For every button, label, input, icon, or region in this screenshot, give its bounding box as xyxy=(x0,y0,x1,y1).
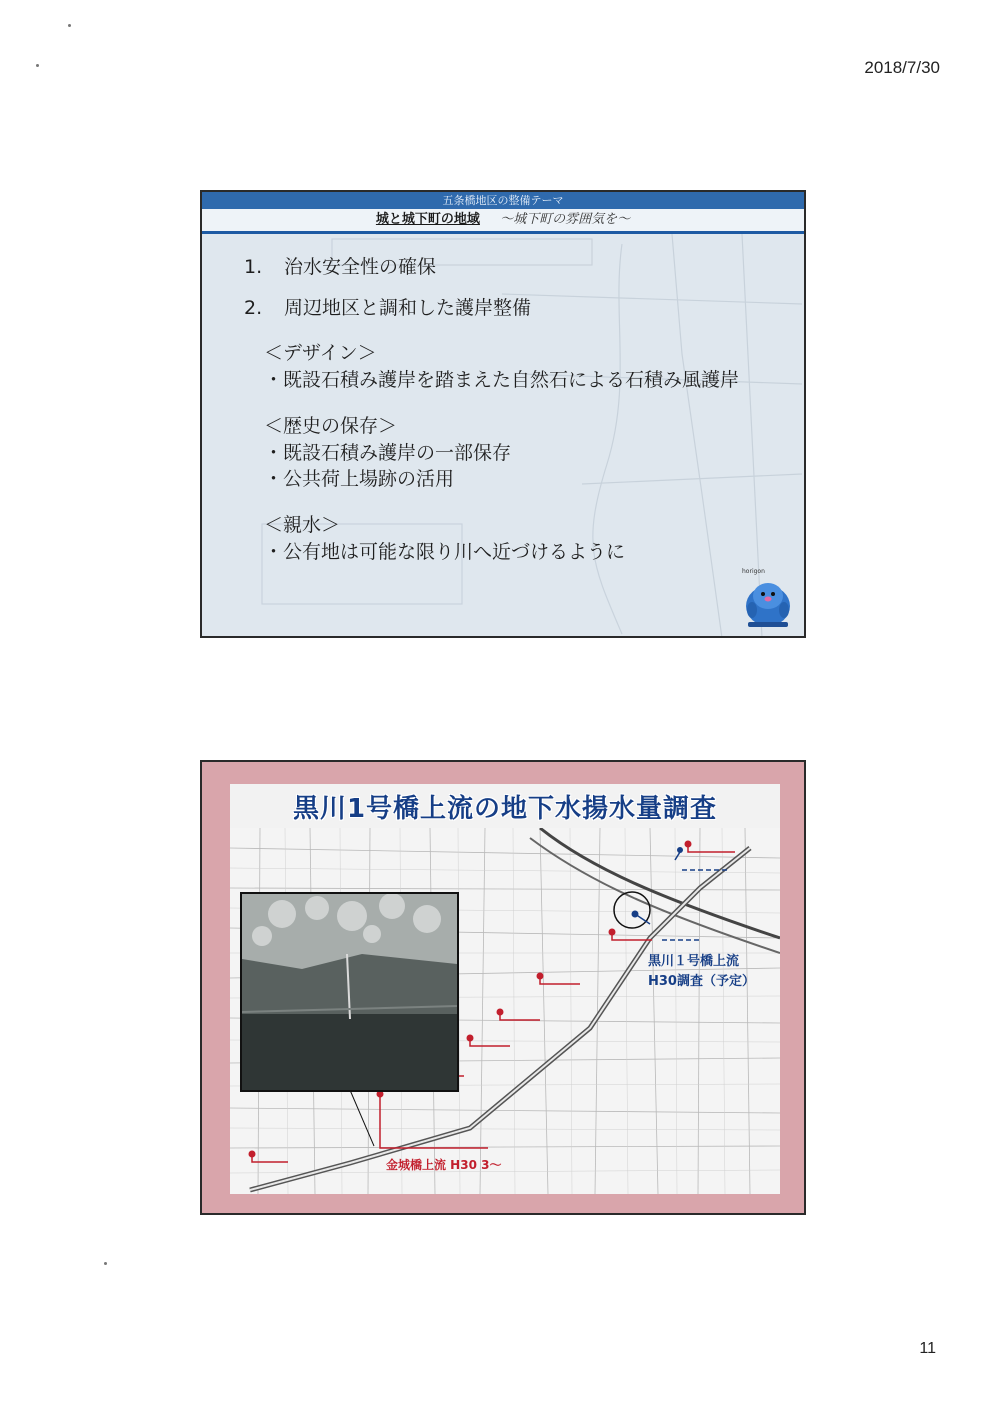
section-heading: ＜デザイン＞ xyxy=(264,342,377,364)
bullet: ・公有地は可能な限り川へ近づけるように xyxy=(264,541,626,563)
item-text: 周辺地区と調和した護岸整備 xyxy=(284,297,532,319)
item-number: 1. xyxy=(244,256,263,278)
slide-groundwater-survey xyxy=(200,760,806,1215)
blue-mole-mascot-icon xyxy=(738,566,794,628)
slide-theme xyxy=(200,190,806,638)
bullet: ・既設石積み護岸を踏まえた自然石による石積み風護岸 xyxy=(264,369,740,391)
slide-content-panel xyxy=(230,784,780,1194)
survey-point-label: 黒川１号橋上流 xyxy=(648,954,740,969)
section-history xyxy=(264,411,784,492)
scan-speck xyxy=(36,64,39,67)
scan-speck xyxy=(68,24,71,27)
numbered-item xyxy=(244,252,784,279)
page-number: 11 xyxy=(919,1340,936,1357)
bullet: ・既設石積み護岸の一部保存 xyxy=(264,442,512,464)
main-point-label: 金城橋上流 H30 3～ xyxy=(386,1158,502,1172)
bullet: ・公共荷上場跡の活用 xyxy=(264,468,455,490)
slide-title: 黒川1号橋上流の地下水揚水量調査 xyxy=(292,794,718,824)
section-waterside xyxy=(264,510,784,565)
item-number: 2. xyxy=(244,297,263,319)
numbered-item xyxy=(244,293,784,320)
river-photo xyxy=(240,892,459,1092)
section-design xyxy=(264,338,784,393)
scan-speck xyxy=(104,1262,107,1265)
section-heading: ＜親水＞ xyxy=(264,514,341,536)
slide-subtitle xyxy=(202,209,804,234)
svg-text:horigon: horigon xyxy=(742,568,765,575)
survey-note-label: H30調査（予定） xyxy=(648,974,755,989)
item-text: 治水安全性の確保 xyxy=(284,256,437,278)
page-date: 2018/7/30 xyxy=(864,58,940,77)
slide-body xyxy=(244,252,784,565)
slide-header: 五条橋地区の整備テーマ xyxy=(202,192,804,209)
section-heading: ＜歴史の保存＞ xyxy=(264,415,398,437)
river-photo-image xyxy=(242,894,457,1090)
subtitle-tag: ～城下町の雰囲気を～ xyxy=(500,212,631,227)
subtitle-main: 城と城下町の地域 xyxy=(375,212,480,227)
